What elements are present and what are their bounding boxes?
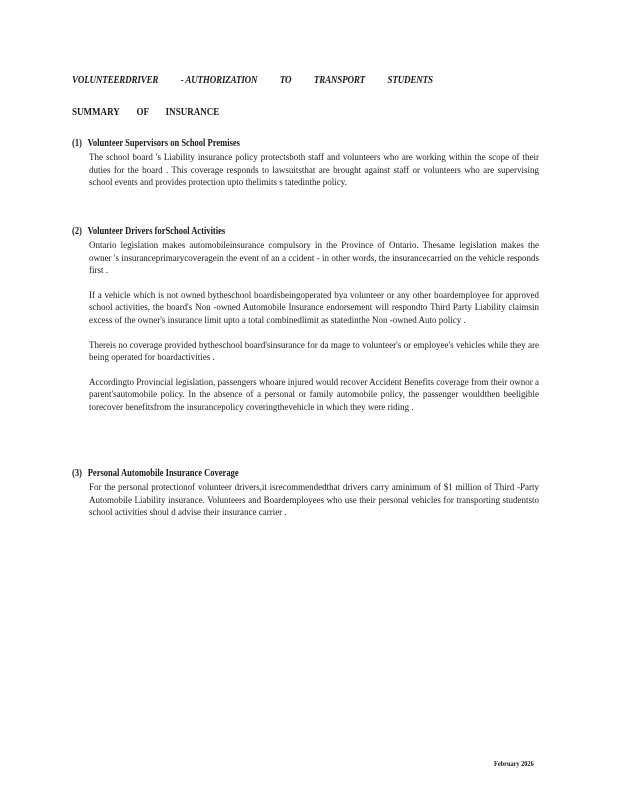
section-paragraph: Ontario legislation makes automobileinsurance compulsory in the Province of Ontario. Thesame legislation makes the owner 's insuranceprimarycoveragein the event of an a ccident - in other words, the insurancecarried on the vehicle responds first . [89, 240, 539, 276]
document-title [72, 74, 433, 86]
title-part: TO [279, 74, 292, 86]
section-paragraph: Thereis no coverage provided bytheschool board'sinsurance for da mage to volunteer's or employee's vehicles while they are being operated for boardactivities . [89, 339, 539, 363]
section-personal-auto-insurance [72, 468, 542, 519]
title-part: TRANSPORT [313, 74, 366, 86]
section-paragraph: If a vehicle which is not owned bytheschool boardisbeingoperated bya volunteer or any other boardemployee for approved school activities, the board's Non -owned Automobile Insurance endorsement will respondto Third Party Liability claimsin excess of the owner's insurance limit upto a total combinedlimit as statedinthe Non -owned Auto policy . [89, 289, 539, 325]
title-part: VOLUNTEERDRIVER [72, 74, 159, 86]
section-number: (2) [72, 226, 82, 237]
section-volunteer-drivers [72, 226, 542, 414]
section-title: Personal Automobile Insurance Coverage [87, 468, 239, 479]
section-title: Volunteer Drivers forSchool Activities [87, 226, 226, 237]
title-part: - AUTHORIZATION [180, 74, 258, 86]
section-heading [72, 468, 472, 481]
section-number: (3) [72, 468, 82, 479]
section-volunteer-supervisors [72, 138, 542, 189]
title-part: STUDENTS [387, 74, 433, 86]
footer-date: February 2026 [494, 760, 534, 768]
section-number: (1) [72, 138, 82, 149]
section-paragraph: For the personal protectionof volunteer drivers,it isrecommendedthat drivers carry aminimum of $1 million of Third -Party Automobile Liability insurance. Volunteers and Boardemployees who use their personal vehicles for transporting studentsto school activities shoul d advise their insurance carrier . [89, 482, 539, 518]
section-paragraph: The school board 's Liability insurance policy protectsboth staff and volunteers who are working within the scope of their duties for the board . This coverage responds to lawsuitsthat are brought against staff or volunteers who are supervising school events and provides protection upto thelimits s tatedinthe policy. [89, 152, 539, 188]
section-heading [72, 226, 472, 239]
document-subtitle: SUMMARY OF INSURANCE [72, 106, 220, 118]
section-heading [72, 138, 472, 151]
section-paragraph: Accordingto Provincial legislation, passengers whoare injured would recover Accident Benefits coverage from their ownor a parent'sautomobile policy. In the absence of a personal or family automobile policy, the passenger wouldthen beeligible torecover benefitsfrom the insurancepolicy coveringthevehicle in which they were riding . [89, 376, 539, 412]
section-title: Volunteer Supervisors on School Premises [87, 138, 240, 149]
